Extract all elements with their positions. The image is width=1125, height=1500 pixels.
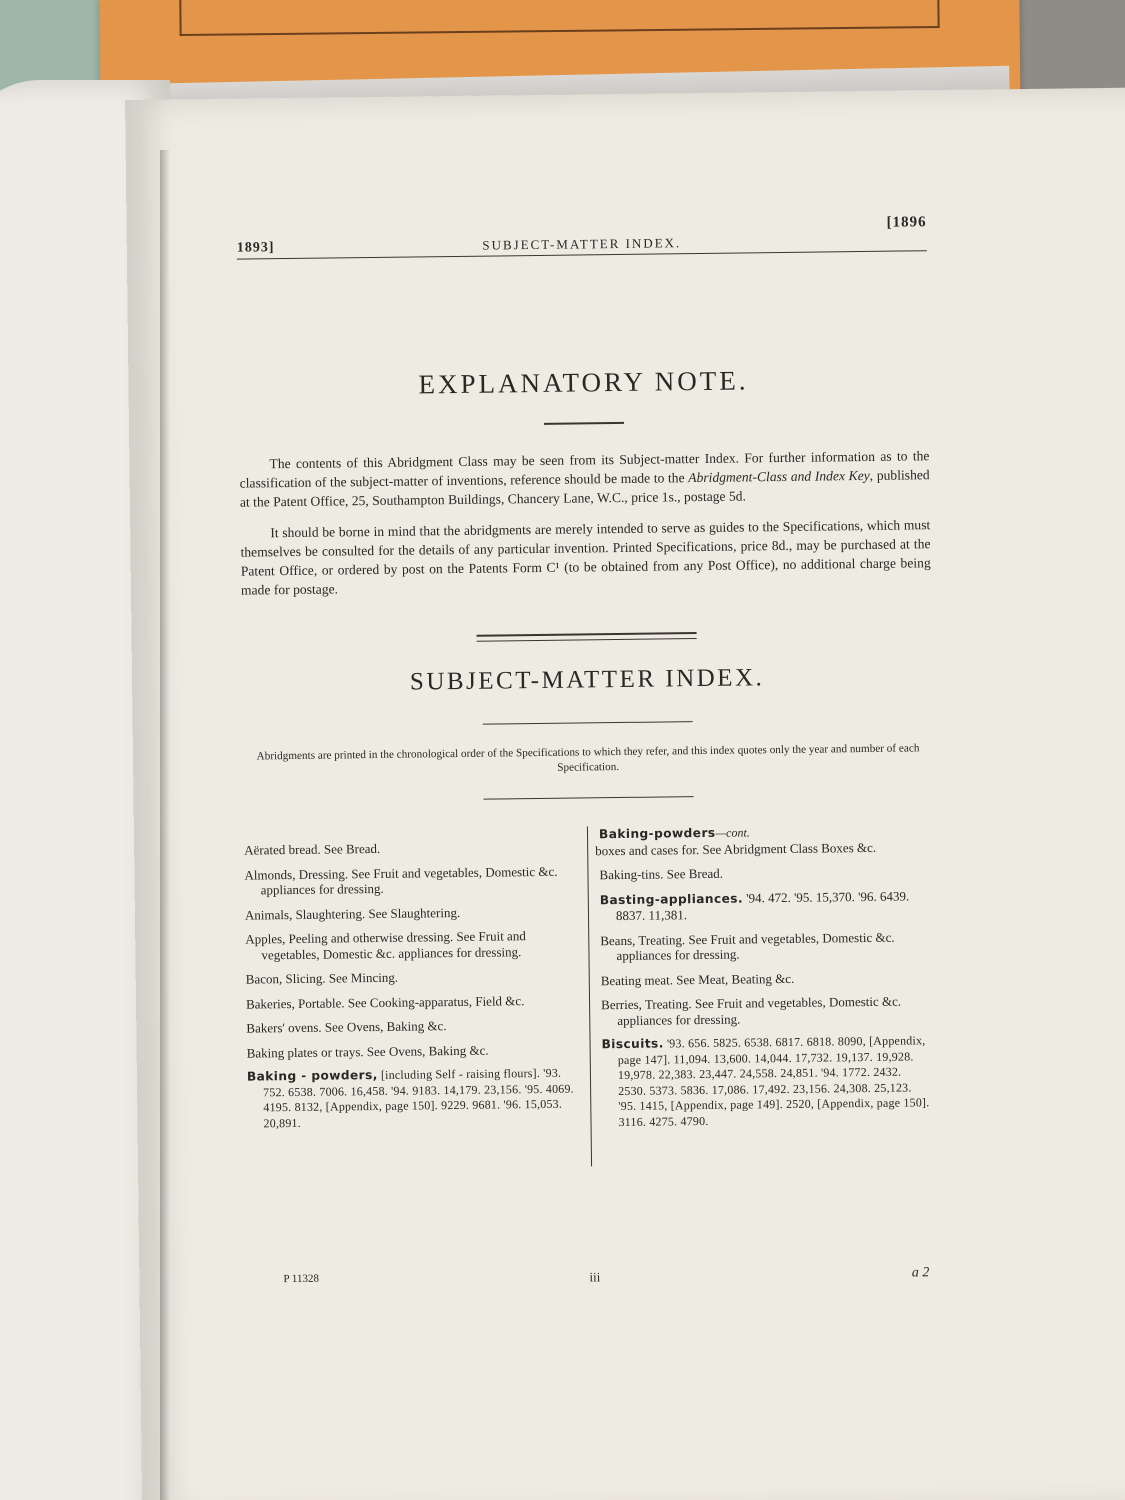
index-intro: Abridgments are printed in the chronological order of the Specifications to which they refer, and this index quotes only the year and number of each Specification. [256, 742, 920, 774]
footer-print-code: P 11328 [283, 1272, 320, 1286]
index-entry: Bakeries, Portable. See Cooking-apparatus, Field &c. [245, 992, 525, 1012]
header-title: SUBJECT-MATTER INDEX. [482, 235, 682, 253]
index-entry: Berries, Treating. See Fruit and vegetables, Domestic &c. appliances for dressing. [600, 993, 902, 1028]
index-title: SUBJECT-MATTER INDEX. [409, 664, 765, 696]
index-entry: Baking plates or trays. See Ovens, Baking &c. [246, 1042, 489, 1061]
index-entry: Bacon, Slicing. See Mincing. [245, 969, 399, 987]
explanatory-note-title: EXPLANATORY NOTE. [418, 365, 749, 400]
index-entry: Apples, Peeling and otherwise dressing. See Fruit and vegetables, Domestic &c. appliances for dressing. [245, 928, 526, 962]
note-paragraph-1: The contents of this Abridgment Class may be seen from its Subject-matter Index. For further information as to the classification of the subject-matter of inventions, reference should be made to the Abridgment-Class and Index Key, published at the Patent Office, 25, Southampton Buildings, Chancery Lane, W.C., price 1s., postage 5d. [239, 448, 930, 510]
intro-rule [484, 796, 694, 800]
index-entry: Almonds, Dressing. See Fruit and vegetables, Domestic &c. appliances for dressing. [244, 863, 558, 898]
page-footer [249, 1265, 939, 1293]
book-page [125, 88, 1125, 1500]
index-entry: Aërated bread. See Bread. [244, 840, 381, 858]
book-gutter-shadow [160, 150, 170, 1500]
index-rule [483, 721, 693, 725]
column-divider [587, 826, 592, 1166]
index-subentry: boxes and cases for. See Abridgment Class Boxes &c. [595, 839, 877, 858]
note-paragraph-2: It should be borne in mind that the abridgments are merely intended to serve as guides to the Specifications, which must themselves be consulted for the details of any particular invention. Printed Specifications, price 8d., may be purchased at the Patent Office, or ordered by post on the Patents Form C¹ (to be obtained from any Post Office), no additional charge being made for postage. [240, 517, 931, 598]
header-year-start: 1893] [236, 240, 275, 256]
index-entry: Baking-tins. See Bread. [599, 865, 724, 883]
index-entry: Beans, Treating. See Fruit and vegetables, Domestic &c. appliances for dressing. [600, 929, 895, 964]
index-entry: Animals, Slaughtering. See Slaughtering. [244, 904, 461, 923]
orange-cover-border [179, 0, 940, 36]
page-number: iii [589, 1269, 601, 1285]
index-entry-biscuits: Biscuits. '93. 656. 5825. 6538. 6817. 6818. 8090, [Appendix, page 147]. 11,094. 13,600. 14,044. 17,732. 19,137. 19,928. 19,978. 22,383. 23,447. 24,558. 24,851. '94. 1772. 2432. 2530. 5373. 5836. 17,086. 17,492. 23,156. 24,308. 25,123. '95. 1415, [Appendix, page 149]. 2520, [Appendix, page 150]. 3116. 4275. 4790. [601, 1033, 930, 1129]
running-header [236, 214, 927, 259]
index-column-left [244, 839, 578, 1141]
header-year-end: [1896 [886, 214, 927, 231]
index-column-right [595, 822, 933, 1139]
index-entry-baking-powders: Baking - powders, [including Self - raising flours]. '93. 752. 6538. 7006. 16,458. '94. 9183. 14,179. 23,156. '95. 4069. 4195. 8132, [Appendix, page 150]. 9229. 9681. '96. 15,053. 20,891. [246, 1065, 574, 1130]
page-content [236, 214, 939, 1286]
index-entry: Bakers' ovens. See Ovens, Baking &c. [246, 1018, 447, 1036]
index-columns [244, 816, 938, 1174]
index-entry: Beating meat. See Meat, Beating &c. [600, 970, 795, 988]
index-entry-basting: Basting-appliances. '94. 472. '95. 15,370. '96. 6439. 8837. 11,381. [599, 887, 910, 924]
section-double-rule [477, 632, 697, 642]
title-rule [544, 422, 624, 425]
signature-mark: a 2 [911, 1265, 930, 1281]
index-entry-cont: Baking-powders—cont. [598, 825, 750, 842]
